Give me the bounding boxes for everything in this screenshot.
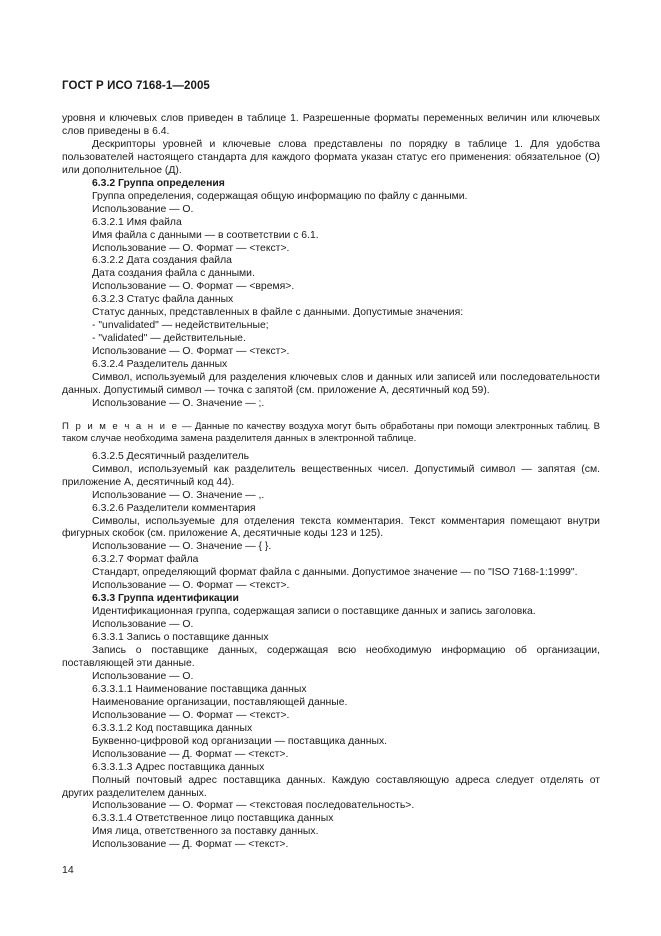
paragraph: 6.3.2.1 Имя файла xyxy=(92,216,182,228)
paragraph: Имя файла с данными — в соответствии с 6.1. xyxy=(92,229,319,241)
paragraph: Символы, используемые для отделения текста комментария. Текст комментария помещают внутри фигурных скобок (см. приложение А, десятичные коды 123 и 125). xyxy=(62,515,600,540)
paragraph: Использование — О. Значение — { }. xyxy=(92,541,272,553)
paragraph: Использование — О. xyxy=(92,619,194,631)
paragraph: Использование — О. Значение — ,. xyxy=(92,489,265,501)
paragraph: 6.3.2.3 Статус файла данных xyxy=(92,294,234,306)
paragraph: 6.3.2.7 Формат файла xyxy=(92,554,199,566)
paragraph: Использование — О. Формат — <текст>. xyxy=(92,709,290,721)
paragraph: Использование — О. Формат — <текстовая последовательность>. xyxy=(92,800,415,812)
paragraph: 6.3.3.1.4 Ответственное лицо поставщика данных xyxy=(92,813,334,825)
paragraph: Символ, используемый для разделения ключевых слов и данных или записей или последовательности данных. Допустимый символ — точка с запятой (см. приложение А, десятичный код 59). xyxy=(62,372,600,397)
paragraph: 6.3.2 Группа определения xyxy=(92,177,225,189)
paragraph: Использование — О. Формат — <текст>. xyxy=(92,346,290,358)
paragraph: 6.3.3.1.3 Адрес поставщика данных xyxy=(92,761,265,773)
paragraph: 6.3.2.5 Десятичный разделитель xyxy=(92,450,250,462)
paragraph: Дата создания файла с данными. xyxy=(92,268,255,280)
document-header: ГОСТ Р ИСО 7168-1—2005 xyxy=(62,80,210,92)
paragraph: 6.3.3.1.2 Код поставщика данных xyxy=(92,722,253,734)
paragraph: Стандарт, определяющий формат файла с данными. Допустимое значение — по "ISO 7168-1:1999". xyxy=(92,567,578,579)
paragraph: Дескрипторы уровней и ключевые слова представлены по порядку в таблице 1. Для удобства пользователей настоящего стандарта для каждого формата указан статус его применения: обязательное (О) или дополнительное (Д). xyxy=(62,138,600,176)
paragraph: Статус данных, представленных в файле с данными. Допустимые значения: xyxy=(92,307,464,319)
paragraph: Буквенно-цифровой код организации — поставщика данных. xyxy=(92,735,388,747)
paragraph: уровня и ключевых слов приведен в таблице 1. Разрешенные форматы переменных величин или ключевых слов приведены в 6.4. xyxy=(62,113,600,137)
paragraph: Использование — О. Значение — ;. xyxy=(92,397,265,409)
note-label: П р и м е ч а н и е xyxy=(62,420,179,432)
paragraph: 6.3.3.1.1 Наименование поставщика данных xyxy=(92,683,307,695)
paragraph: Группа определения, содержащая общую информацию по файлу с данными. xyxy=(92,190,468,202)
paragraph: Использование — О. Формат — <время>. xyxy=(92,281,295,293)
paragraph: Использование — О. xyxy=(92,203,194,215)
paragraph: Использование — О. Формат — <текст>. xyxy=(92,580,290,592)
paragraph: Использование — О. Формат — <текст>. xyxy=(92,242,290,254)
paragraph: 6.3.2.6 Разделители комментария xyxy=(92,502,256,514)
paragraph: - "unvalidated" — недействительные; xyxy=(92,320,269,332)
note xyxy=(62,421,600,446)
paragraph: 6.3.3.1 Запись о поставщике данных xyxy=(92,632,269,644)
paragraph: 6.3.2.4 Разделитель данных xyxy=(92,359,228,371)
text-block-2 xyxy=(62,451,600,853)
paragraph: - "validated" — действительные. xyxy=(92,333,246,345)
text-block-1 xyxy=(62,113,600,411)
document-body xyxy=(62,113,600,852)
paragraph: 6.3.3 Группа идентификации xyxy=(92,593,239,605)
paragraph: Наименование организации, поставляющей данные. xyxy=(92,696,348,708)
paragraph: Имя лица, ответственного за поставку данных. xyxy=(92,826,319,838)
page-number: 14 xyxy=(62,864,74,876)
paragraph: 6.3.2.2 Дата создания файла xyxy=(92,255,232,267)
note-text: — Данные по качеству воздуха могут быть обработаны при помощи электронных таблиц. В таком случае необходима замена разделителя данных в электронной таблице. xyxy=(62,420,600,445)
paragraph: Полный почтовый адрес поставщика данных. Каждую составляющую адреса следует отделять от других разделителем данных. xyxy=(62,774,600,799)
paragraph: Использование — Д. Формат — <текст>. xyxy=(92,748,289,760)
paragraph: Идентификационная группа, содержащая записи о поставщике данных и запись заголовка. xyxy=(92,606,536,618)
paragraph: Использование — О. xyxy=(92,670,194,682)
paragraph: Использование — Д. Формат — <текст>. xyxy=(92,839,289,851)
paragraph: Запись о поставщике данных, содержащая всю необходимую информацию об организации, поставляющей эти данные. xyxy=(62,645,600,669)
paragraph: Символ, используемый как разделитель вещественных чисел. Допустимый символ — запятая (см. приложение А, десятичный код 44). xyxy=(62,463,600,488)
